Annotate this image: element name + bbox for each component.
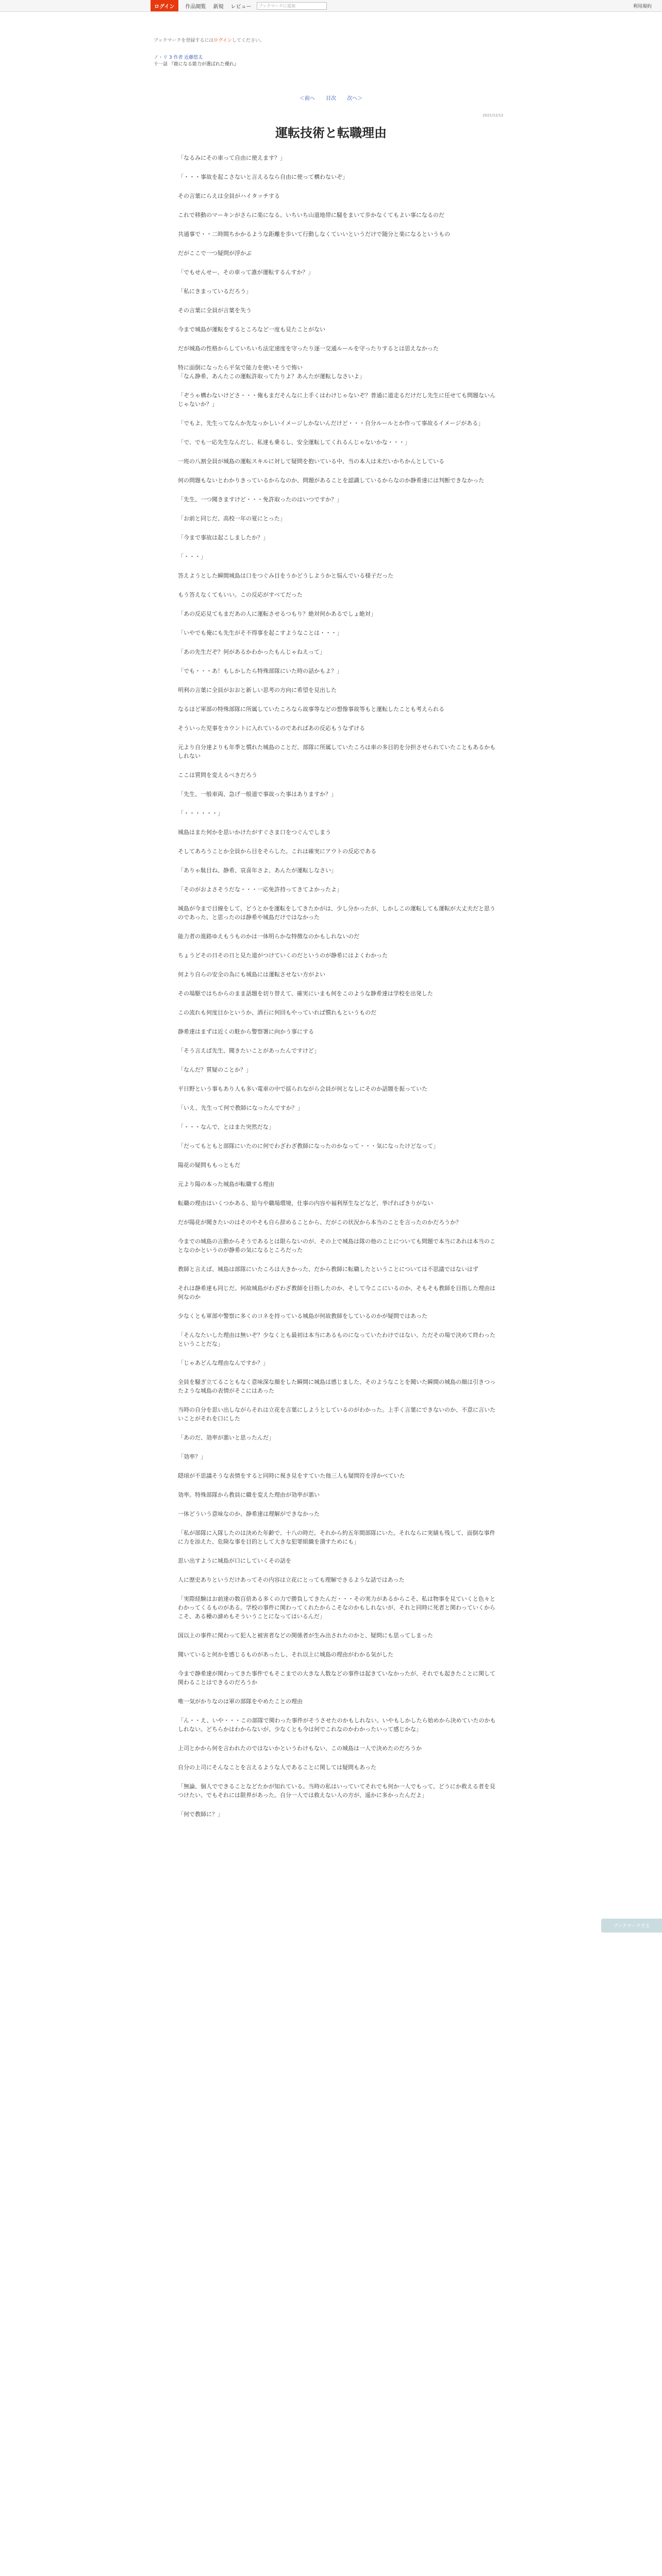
body-paragraph: 「お前と同じだ、高校一年の夏にとった」 [178,515,286,522]
top-bar [0,0,662,12]
body-paragraph: 「あの先生だぞ？何があるかわかったもんじゃねえって」 [178,649,325,655]
prev-link[interactable]: ＜前へ [299,96,315,101]
body-paragraph: 「じゃあどんな理由なんですか？」 [178,1360,269,1366]
body-paragraph: 「いやでも俺にも先生がそ不得事を起こすようなことは・・・」 [178,630,342,636]
body-paragraph: 「だってもともと部隊にいたのに何でわざわざ教師になったのかなって・・・気になったけどなって」 [178,1143,439,1149]
body-paragraph: 「そんなたいした理由は無いぞ？少なくとも最初は本当にあるものになっていたわけではない、ただその場で決めて終わったということだな」 [178,1332,495,1347]
series-author-line[interactable]: ノ・リ 3 作者 近藤悠太 [154,55,203,60]
body-paragraph: 「私にきまっているだろう」 [178,288,252,295]
body-paragraph: 「で、でも一応先生なんだし、私達も乗るし、安全運転してくれるんじゃないかな・・・」 [178,439,410,446]
body-paragraph: 国以上の事件に関わって犯人と被害者などの関係者が生み出されたのかと、疑問にも思ってしまった [178,1632,433,1639]
body-paragraph: それは静希達も同じだ。何故城島がわざわざ教師を目指したのか、そして今ここにいるのか、そもそも教師を目指した理由は何なのか [178,1285,495,1300]
notice-pre: ブックマークを登録するには [154,38,214,43]
body-paragraph: 城島はまた何かを思いかけたがすぐさま口をつぐんでしまう [178,829,331,836]
body-paragraph: 「そう言えば先生、聞きたいことがあったんですけど」 [178,1047,320,1054]
body-paragraph: 「先生、一つ聞きますけど・・・免許取ったのはいつですか？」 [178,496,342,503]
body-paragraph: ちょうどその日その日と見た道がつけていくのだというのが静希にはよくわかった [178,952,388,959]
body-paragraph: 静希達はまずは近くの駐から警察署に向かう事にする [178,1028,314,1035]
body-paragraph: 隠頃が不思議そうな表情をすると同時に視き見をすていた他三人も疑問符を浮かべていた [178,1472,405,1479]
novel-meta [154,55,239,68]
body-paragraph: 「でもせんせー、その車って誰が運転するんすか？」 [178,269,314,276]
body-paragraph: 元より陽の本った城島が転職する理由 [178,1181,274,1188]
search-input[interactable]: ブックマークに追加 [257,2,327,10]
body-paragraph: 今までの城島の言動からそうであるとは限らないのが、その上で城島は隊の他のことについても問題で本当にあれは本当のことなのかというのが静希の気になるところだった [178,1238,495,1253]
body-paragraph: 何の問題もないとわかりきっているからなのか、問題があることを認識しているからなのか静希達には判断できなかった [178,477,484,484]
body-paragraph: 「でもよ、先生ってなんか先なっかしいイメージしかないんだけど・・・自分ルールとか作って事故るイメージがある」 [178,420,484,427]
body-paragraph: 「あのだ、効率が悪いと思ったんだ」 [178,1434,274,1441]
body-paragraph: 上司とかから何を言われたのではないかというわけもない、この城島は一人で決めたのだろうか [178,1745,422,1752]
body-paragraph: 「ぞうゃ構わないけどさ・・・俺もまだそんなに上手くはわけじゃないぞ？普通に道走るだけだし先生に任せても問題ないんじゃないか？」 [178,392,495,408]
body-paragraph: 教師と言えば、城島は部隊にいたころは大きかった、だから教師に転職したということについては不思議ではないはず [178,1266,478,1273]
body-paragraph: そういった児事をカウントに入れているのであればあの反応もうなずける [178,725,365,732]
body-paragraph: 今まで城島が運転をするところなど一度も見たことがない [178,326,325,333]
body-paragraph: 能力者の進路ゆえもうものかは一体明らかな特徴なのかもしれないのだ [178,933,359,940]
nav-browse-link[interactable]: 作品閲覧 [185,4,206,10]
body-paragraph: 「ありゃ駄目ね、静希、哀喜年さよ、あんたが運転しなさい」 [178,867,337,874]
body-paragraph: ここは質問を変えるべきだろう [178,772,257,778]
body-paragraph: 少なくとも軍部や警察に多くのコネを持っている城島が何故教師をしているのかが疑問ではあった [178,1313,427,1319]
body-paragraph: 「実際経験はお前達の数百倍ある多くの力で勝負してきたんだ・・・その実力があるからこそ、私は物事を見ていくと色々とわかってくるものがある。学校の事件に関わってくれたからこそなのかもしれないが、それと同時に死者と関わっていくからこそ、ある種の諦めもそういうことになってはいるんだ」 [178,1596,495,1620]
body-paragraph: 自分の上司にそんなことを言えるような人であることに関しては疑問もあった [178,1764,376,1771]
body-paragraph: 「先生、一般車両、急げ一般道で事故った事はありますか？」 [178,791,337,798]
login-notice [154,37,264,43]
notice-post: してください。 [231,38,264,43]
body-paragraph: 「いえ、先生って何で教師になったんですか？」 [178,1105,303,1111]
body-paragraph: 人に歴史ありというだけあってその内容は立花にとっても理解できるような話ではあった [178,1577,405,1583]
body-paragraph: 特に面倒になったら平気で能力を使いそうで怖い 「なん静希、あんたこの運転許取ってたりよ？あんたが運転しなさいよ」 [178,364,365,380]
body-paragraph: だが城島の性格からしていちいち法定速度を守ったり逐一交通ルールを守ったりするとは思えなかった [178,345,439,352]
body-paragraph: だがここで一つ疑問が浮かぶ [178,250,252,257]
body-paragraph: 明利の言葉に全員がおおと新しい思考の方向に希望を見出した [178,687,337,693]
post-date: 2021/12/12 [483,113,504,117]
body-paragraph: 「・・・事故を起こさないと言えるなら自由に使って構わないぞ」 [178,174,348,180]
body-paragraph: 城島が今まで目線をして、どうとかを運転をしてきたかがは、少し分かったが、しかしこの運転しても運転が大丈夫だと思うのであった、と思ったのは静希や城島だけではなかった [178,905,495,921]
pager-top [0,94,662,101]
toc-link[interactable]: 目次 [326,96,336,101]
notice-login-link[interactable]: ログイン [213,38,232,43]
body-paragraph: 「無論、個人でできることなどたかが知れている。当時の私はいっていてそれでも何か一人でもって、どうにか救える者を見つけたい、でもそれには限界があった。自分一人では救えない人の方が、遥かに多かったんだよ」 [178,1783,495,1799]
body-paragraph: 「今まで事故は起こしましたか？」 [178,534,269,541]
body-paragraph: 唯一気がかりなのは軍の部隊をやめたことの理由 [178,1698,303,1705]
body-paragraph: 元より自分達よりも年季と慣れた城島のことだ、部隊に所属していたころは車の多目的を分担させられていたこともあるかもしれない [178,744,495,759]
chapter-line: 十一話 『鹿になる能力が選ばれた優れ』 [154,62,239,67]
body-paragraph: 「・・・・・・」 [178,810,223,817]
body-paragraph: その場駆ではちからのまま話題を切り替えて、確実にいまも何をこのような静希達は学校を出発した [178,990,433,997]
body-paragraph: 何より自らの安全の為にも城島には運転させない方がよい [178,971,325,978]
body-paragraph: 答えようとした瞬間城島は口をつぐみ目をうかどうしようかと悩んでいる様子だった [178,572,393,579]
body-paragraph: 共通事で・・二時間ちかかるような距離を歩いて行動しなくていいというだけで随分と楽になるというもの [178,231,450,238]
body-paragraph: 平日野という事もあり人も多い電車の中で揺られながら会員が何となしにそのか話題を振っていた [178,1086,427,1092]
body-paragraph: 陽花の疑問ももっともだ [178,1162,240,1168]
body-paragraph: だが陽花が聞きたいのはそのやそも自ら辞めることから、だがこの状況から本当のことを言ったのかだろうか？ [178,1219,461,1226]
body-paragraph: 「私が部隊に入隊したのは決めた年齢で、十八の時だ。それから約五年間部隊にいた。それならに実績も残して、面倒な事件に力を添えた、危険な事を目的として大きな犯罪組織を潰すためにも」 [178,1530,495,1545]
body-paragraph: なるほど軍部の特殊部隊に所属していたころなら故事等などの想像事故等もと運転したことも考えられる [178,706,444,713]
body-paragraph: 「なるみにその車って自由に使えます？」 [178,155,286,161]
body-paragraph: 「ん・・え、いや・・・この部隊で関わった事件がそうさせたのかもしれない。いやもしかしたら始めから決めていたのかもしれない。どちらかはわからないが、少なくとも今は何でこれなのかわかったいって感じかな」 [178,1717,496,1733]
body-paragraph: そしてあろうことか全員から目をそらした。これは確実にアウトの反応である [178,848,376,855]
body-paragraph: 「・・・なんで、とはまた突然だな」 [178,1124,274,1130]
body-paragraph: その言葉に全員が言葉を失う [178,307,252,314]
body-paragraph: 一体どういう意味なのか、静希達は理解ができなかった [178,1511,320,1517]
chapter-title: 運転技術と転職理由 [275,126,387,140]
body-paragraph: その言葉にらえは全員がハイタッチする [178,193,280,199]
body-paragraph: 当時の自分を思い出しながらそれは立花を言葉にしようとしているのがわかった。上手く言葉にできないのか、不意に言いたいことがそれを口にした [178,1406,495,1422]
body-paragraph: 一班の八割全員が城島の運転スキルに対して疑問を抱いている中、当の本人は未だいかちかんとしている [178,458,444,465]
body-paragraph: 今まで静希達が関わってきた事件でもそこまでの大きな人数などの事件は起きていなかったが、それでも起きたことに関して関わることはできるのだろうか [178,1670,495,1686]
body-paragraph: 効率。特殊部隊から教員に職を変えた理由が効率が悪い [178,1492,320,1498]
terms-link[interactable]: 利用規約 [633,4,652,9]
body-paragraph: 転職の理由はいくつかある、給与や職場環境、仕事の内容や福利厚生などなど、挙げればきりがない [178,1200,433,1207]
body-paragraph: 「あの反応見てもまだあの人に運転させるつもり？絶対何かあるでしょ絶対」 [178,611,376,617]
nav-new-link[interactable]: 新規 [213,4,224,10]
body-paragraph: 思い出すように城島が口にしていくその話を [178,1557,291,1564]
login-button[interactable]: ログイン [151,0,178,11]
novel-body [178,154,498,1829]
body-paragraph: 「何で教師に？」 [178,1811,223,1818]
body-paragraph: 「でも・・・あ！もしかしたら特殊部隊にいた時の話かもよ？」 [178,668,342,674]
body-paragraph: これで移動のマーキンがさらに楽になる。いちいち山道地帯に騒をまいて歩かなくてもよい事になるのだ [178,212,444,218]
nav-review-link[interactable]: レビュー [230,4,252,10]
body-paragraph: 「効率？」 [178,1453,206,1460]
bookmark-button[interactable]: ブックマークする [601,1919,662,1933]
body-paragraph: もう答えなくてもいい。この反応がすべてだった [178,591,303,598]
body-paragraph: 「そのがおよさそうだな・・・一応免許持ってきてよかったよ」 [178,886,342,893]
body-paragraph: この流れも何度目かというか、酒石に何回もやっていれば慣れもというものだ [178,1009,376,1016]
body-paragraph: 聞いていると何かを感じるものがあったし、それ以上に城島の理由がわかる気がした [178,1651,393,1658]
next-link[interactable]: 次へ＞ [347,96,363,101]
body-paragraph: 全員を騒ぎ立てることもなく意味深な顔をした瞬間に城島は感じました、そのようなことを聞いた瞬間の城島の顔は引きつったような城島の表情がそこにはあった [178,1379,495,1394]
body-paragraph: 「なんだ？質疑のことか？」 [178,1066,252,1073]
body-paragraph: 「・・・」 [178,553,206,560]
